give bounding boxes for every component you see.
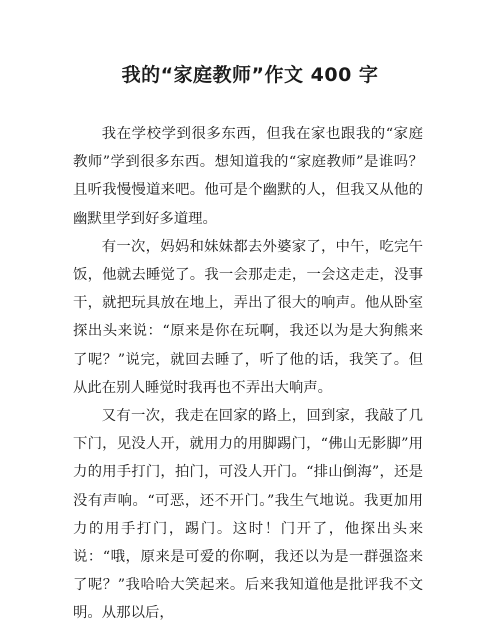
paragraph-story-two: 又有一次，我走在回家的路上，回到家，我敲了几下门，见没人开，就用力的用脚踢门，“佛山无影脚”用力的用手打门，拍门，可没人开门。“排山倒海”，还是没有声响。“可恶，还不开门。”我生气地说。我更加用力的用手打门，踢门。这时！门开了，他探出头来说：“哦，原来是可爱的你啊，我还以为是一群强盗来了呢？”我哈哈大笑起来。后来我知道他是批评我不文明。从那以后， — [73, 408, 423, 622]
document-body — [73, 120, 423, 628]
paragraph-intro: 我在学校学到很多东西，但我在家也跟我的“家庭教师”学到很多东西。想知道我的“家庭教师”是谁吗？且听我慢慢道来吧。他可是个幽默的人，但我又从他的幽默里学到好多道理。 — [73, 126, 423, 227]
paragraph-story-one: 有一次，妈妈和妹妹都去外婆家了，中午，吃完午饭，他就去睡觉了。我一会那走走，一会这走走，没事干，就把玩具放在地上，弄出了很大的响声。他从卧室探出头来说：“原来是你在玩啊，我还以为是大狗熊来了呢？”说完，就回去睡了，听了他的话，我笑了。但从此在别人睡觉时我再也不弄出大响声。 — [73, 238, 423, 396]
document-title: 我的“家庭教师”作文 400 字 — [121, 64, 379, 86]
